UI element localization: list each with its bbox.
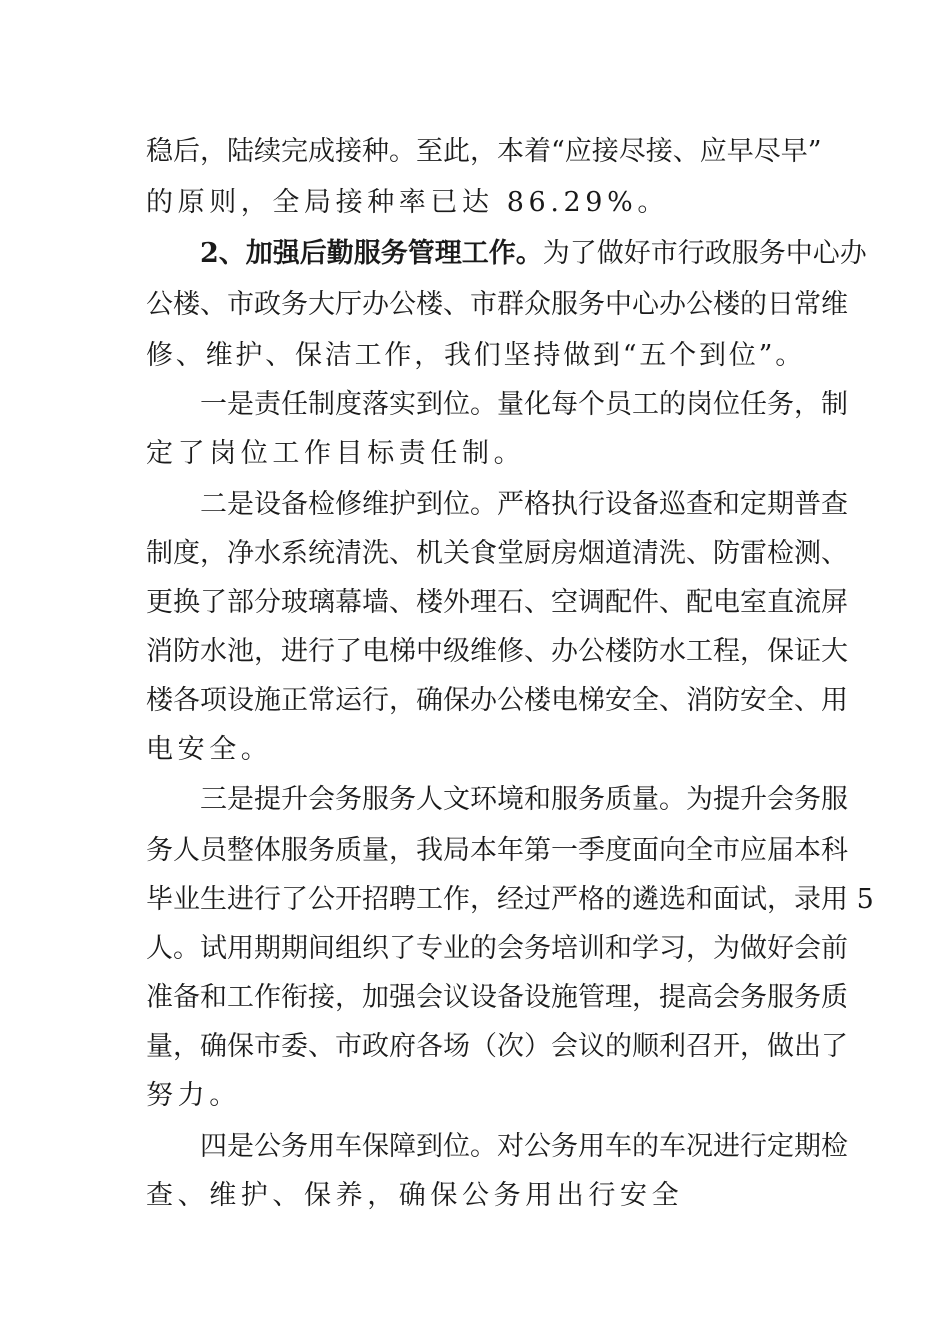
text-line: 的原则，全局接种率已达 86.29%。 (146, 187, 669, 218)
text-line: 公楼、市政务大厅办公楼、市群众服务中心办公楼的日常维 (146, 289, 848, 320)
text-line: 四是公务用车保障到位。对公务用车的车况进行定期检 (200, 1131, 848, 1162)
section-heading: 2、加强后勤服务管理工作。 (200, 238, 543, 269)
text-line: 定了岗位工作目标责任制。 (146, 438, 526, 469)
text-line: 楼各项设施正常运行，确保办公楼电梯安全、消防安全、用 (146, 685, 848, 716)
text-line: 准备和工作衔接，加强会议设备设施管理，提高会务服务质 (146, 982, 848, 1013)
text-line: 量，确保市委、市政府各场（次）会议的顺利召开，做出了 (146, 1031, 848, 1062)
text-line: 务人员整体服务质量，我局本年第一季度面向全市应届本科 (146, 835, 848, 866)
text-line: 修、维护、保洁工作，我们坚持做到“五个到位”。 (146, 340, 806, 371)
text-line: 人。试用期期间组织了专业的会务培训和学习，为做好会前 (146, 933, 848, 964)
text-line: 查、维护、保养，确保公务用出行安全 (146, 1180, 684, 1211)
text-line: 毕业生进行了公开招聘工作，经过严格的遴选和面试，录用 5 (146, 884, 874, 915)
text-line: 稳后，陆续完成接种。至此，本着“应接尽接、应早尽早” (146, 136, 822, 167)
text-line: 消防水池，进行了电梯中级维修、办公楼防水工程，保证大 (146, 636, 848, 667)
text-line: 努力。 (146, 1080, 241, 1111)
text-line: 二是设备检修维护到位。严格执行设备巡查和定期普查 (200, 489, 848, 520)
text-line: 电安全。 (146, 734, 273, 765)
text-line: 制度，净水系统清洗、机关食堂厨房烟道清洗、防雷检测、 (146, 538, 848, 569)
section-heading-line: 2、加强后勤服务管理工作。为了做好市行政服务中心办 (200, 238, 867, 269)
text-line: 更换了部分玻璃幕墙、楼外理石、空调配件、配电室直流屏 (146, 587, 848, 618)
text-line: 一是责任制度落实到位。量化每个员工的岗位任务，制 (200, 389, 848, 420)
text-line: 三是提升会务服务人文环境和服务质量。为提升会务服 (200, 784, 848, 815)
